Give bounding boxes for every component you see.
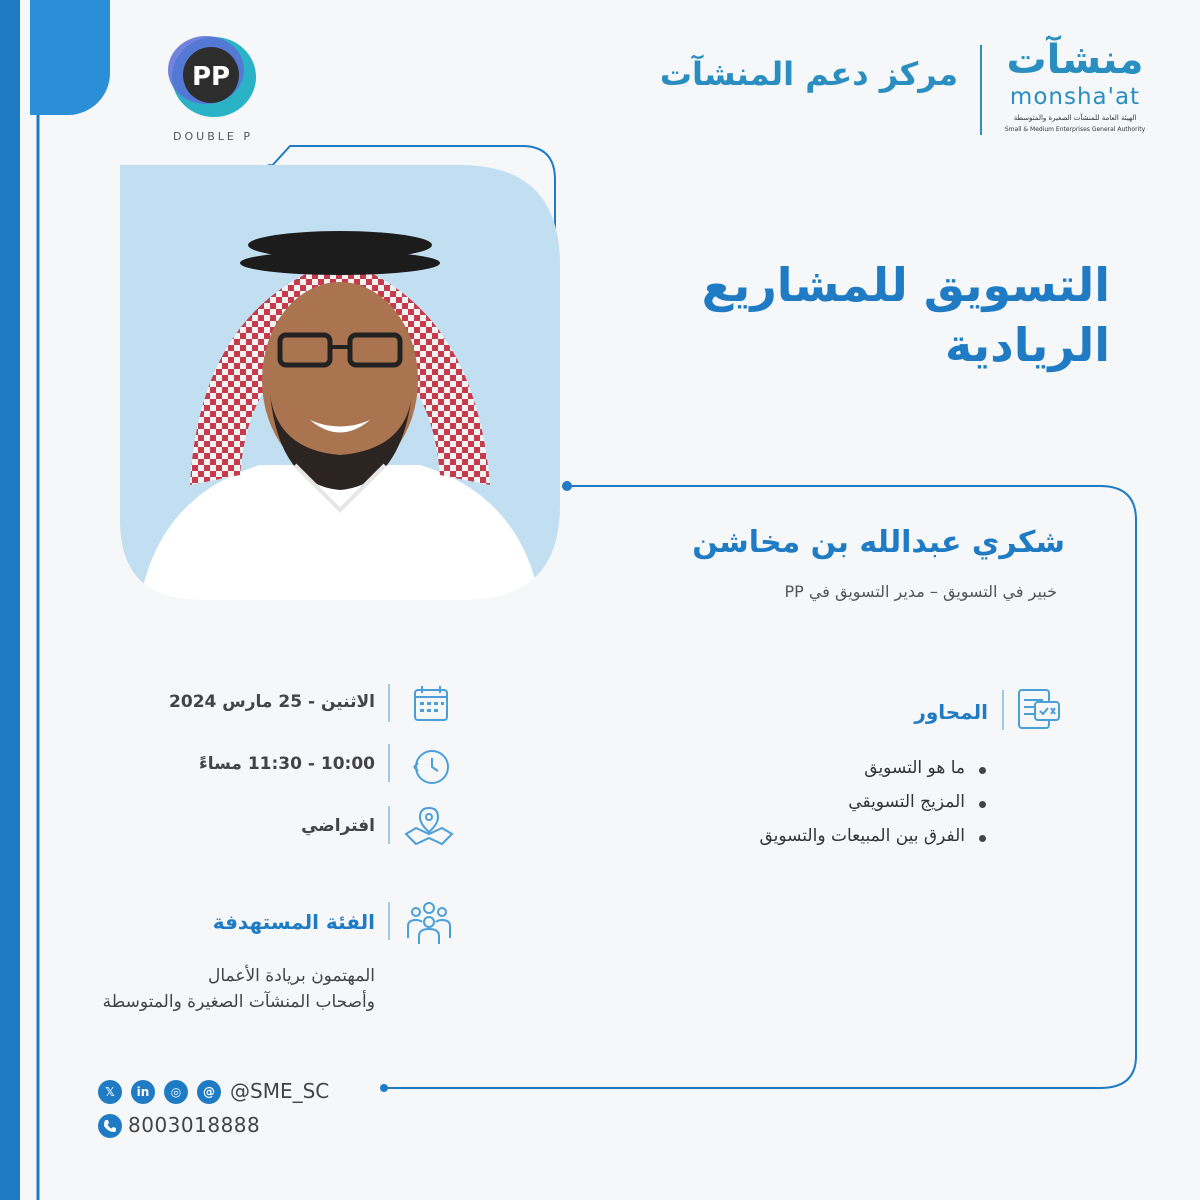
monshaat-subtitle-english: Small & Medium Enterprises General Authority <box>1004 126 1146 133</box>
header-title: مركز دعم المنشآت <box>659 55 958 93</box>
left-accent-stripe <box>0 0 20 1200</box>
event-title-line-1: التسويق للمشاريع <box>701 258 1110 312</box>
corner-accent-block <box>30 0 110 115</box>
topic-item: ما هو التسويق <box>640 758 990 792</box>
double-p-caption: DOUBLE P <box>173 130 253 143</box>
date-divider <box>388 684 390 722</box>
x-icon[interactable]: 𝕏 <box>98 1080 122 1104</box>
event-time: 10:00 - 11:30 مساءً <box>199 754 375 774</box>
phone-number[interactable]: 8003018888 <box>128 1113 261 1137</box>
monshaat-subtitle-arabic: الهيئة العامة للمنشآت الصغيرة والمتوسطة <box>1013 114 1137 122</box>
speaker-name: شكري عبدالله بن مخاشن <box>692 525 1065 560</box>
speaker-photo <box>120 165 560 600</box>
audience-description <box>40 963 375 1015</box>
audience-group-icon <box>402 900 452 944</box>
threads-icon[interactable]: @ <box>197 1080 221 1104</box>
double-p-logo <box>168 32 258 122</box>
event-title <box>560 255 1110 375</box>
svg-text:PP: PP <box>191 62 231 92</box>
calendar-icon <box>406 682 456 726</box>
topics-heading: المحاور <box>914 700 988 724</box>
clock-icon <box>406 744 456 788</box>
topic-item: الفرق بين المبيعات والتسويق <box>640 826 990 860</box>
speaker-role: خبير في التسويق – مدير التسويق في PP <box>784 582 1057 601</box>
phone-icon[interactable] <box>98 1114 122 1138</box>
header-divider <box>980 45 982 135</box>
event-location: افتراضي <box>301 816 375 836</box>
audience-divider <box>388 902 390 940</box>
event-date: الاثنين - 25 مارس 2024 <box>169 692 375 712</box>
location-divider <box>388 806 390 844</box>
topics-divider <box>1002 690 1004 730</box>
map-pin-icon <box>402 804 452 848</box>
event-title-line-2: الريادية <box>945 318 1110 372</box>
social-handle[interactable]: @SME_SC <box>230 1079 330 1103</box>
topic-item: المزيج التسويقي <box>640 792 990 826</box>
audience-line-1: المهتمون بريادة الأعمال <box>207 966 375 986</box>
audience-line-2: وأصحاب المنشآت الصغيرة والمتوسطة <box>102 992 375 1012</box>
monshaat-logo-arabic: منشآت <box>1006 37 1144 83</box>
monshaat-logo-english: monsha'at <box>1009 84 1141 110</box>
audience-heading: الفئة المستهدفة <box>212 910 375 934</box>
time-divider <box>388 744 390 782</box>
topics-checklist-icon <box>1015 686 1063 734</box>
instagram-icon[interactable]: ◎ <box>164 1080 188 1104</box>
topics-list <box>640 758 990 860</box>
linkedin-icon[interactable]: in <box>131 1080 155 1104</box>
